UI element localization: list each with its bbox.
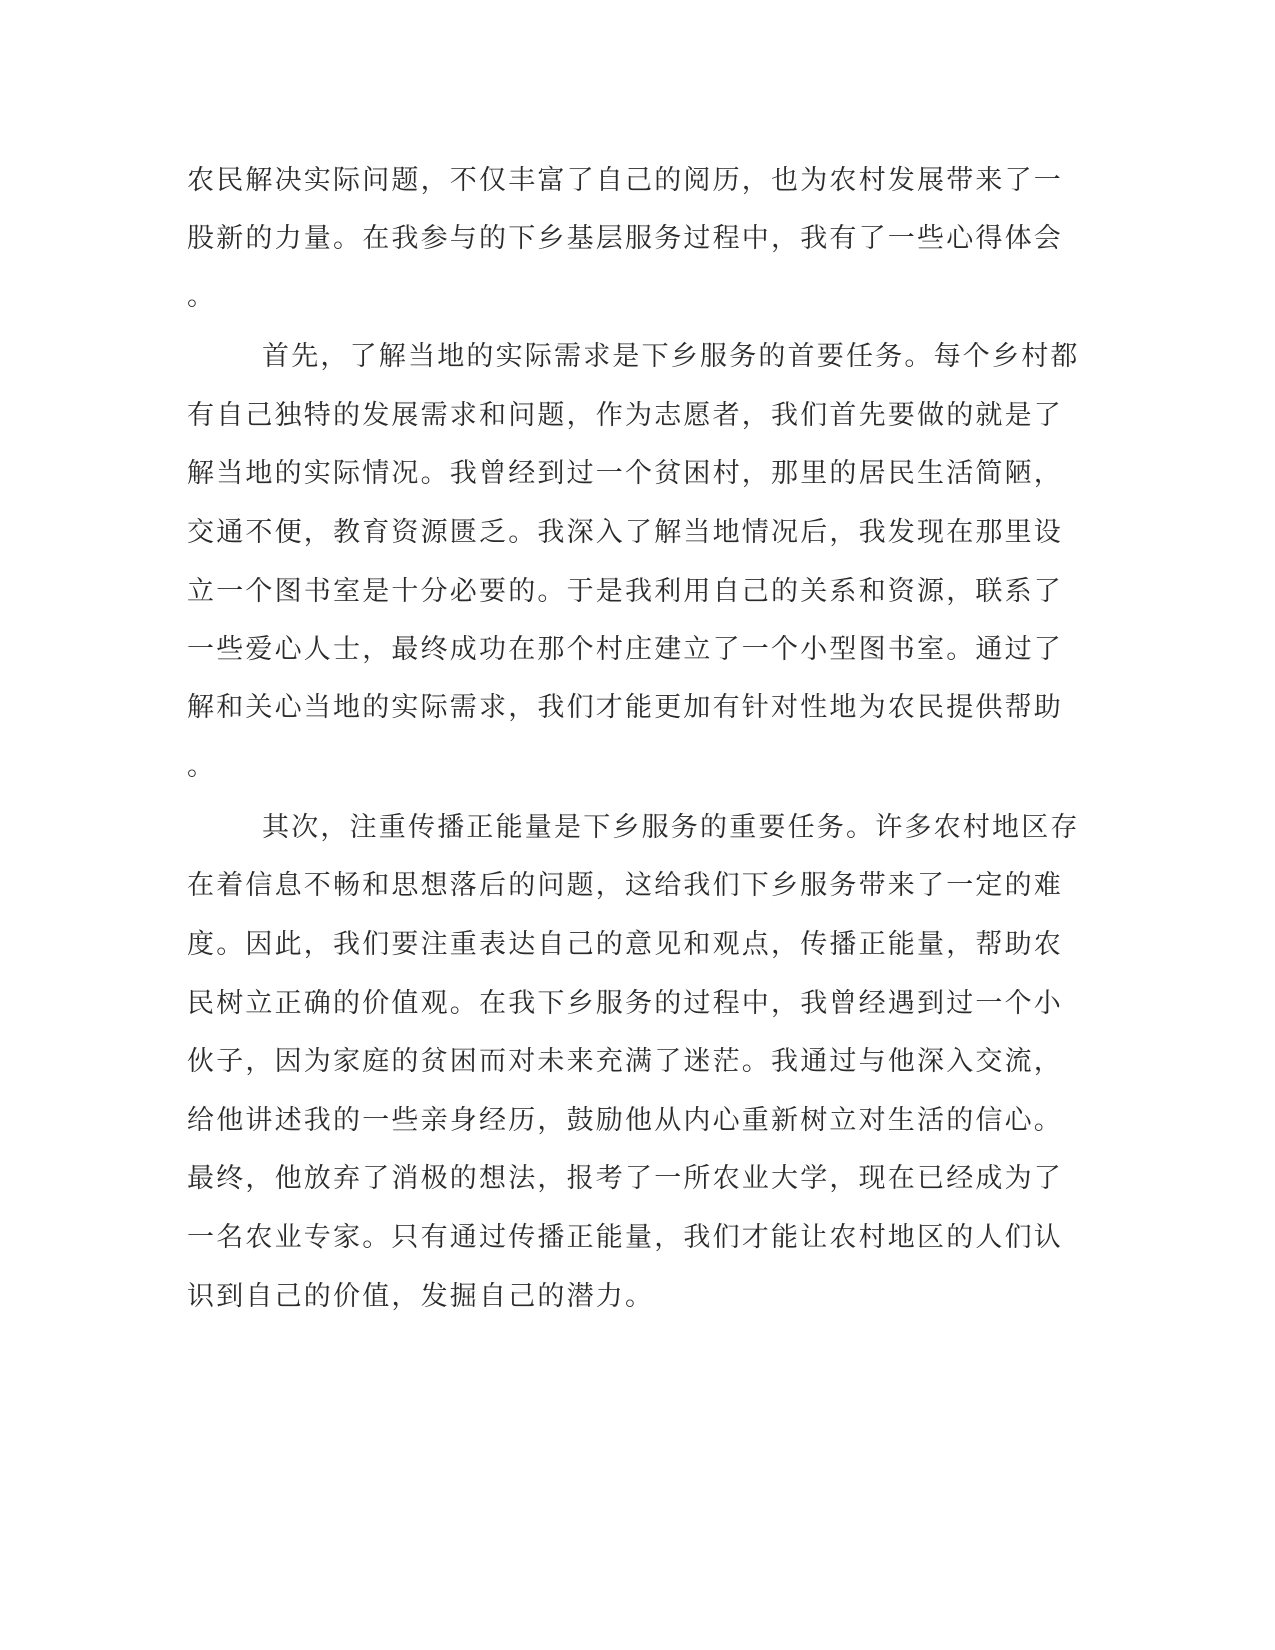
paragraph-line: 股新的力量。在我参与的下乡基层服务过程中，我有了一些心得体会 — [187, 223, 1063, 254]
paragraph-line: 立一个图书室是十分必要的。于是我利用自己的关系和资源，联系了 — [187, 576, 1063, 607]
paragraph-line: 。 — [187, 751, 217, 782]
paragraph-line: 一些爱心人士，最终成功在那个村庄建立了一个小型图书室。通过了 — [187, 634, 1063, 665]
paragraph-line: 农民解决实际问题，不仅丰富了自己的阅历，也为农村发展带来了一 — [187, 165, 1063, 196]
paragraph-line: 首先，了解当地的实际需求是下乡服务的首要任务。每个乡村都 — [262, 341, 1080, 372]
paragraph-line: 伙子，因为家庭的贫困而对未来充满了迷茫。我通过与他深入交流， — [187, 1046, 1063, 1077]
paragraph-line: 一名农业专家。只有通过传播正能量，我们才能让农村地区的人们认 — [187, 1222, 1063, 1253]
paragraph-line: 。 — [187, 281, 217, 312]
paragraph-line: 在着信息不畅和思想落后的问题，这给我们下乡服务带来了一定的难 — [187, 870, 1063, 901]
paragraph-line: 识到自己的价值，发掘自己的潜力。 — [187, 1281, 655, 1312]
paragraph-line: 交通不便，教育资源匮乏。我深入了解当地情况后，我发现在那里设 — [187, 517, 1063, 548]
paragraph-line: 最终，他放弃了消极的想法，报考了一所农业大学，现在已经成为了 — [187, 1163, 1063, 1194]
paragraph-line: 民树立正确的价值观。在我下乡服务的过程中，我曾经遇到过一个小 — [187, 988, 1063, 1019]
paragraph-line: 其次，注重传播正能量是下乡服务的重要任务。许多农村地区存 — [262, 812, 1080, 843]
paragraph-line: 度。因此，我们要注重表达自己的意见和观点，传播正能量，帮助农 — [187, 929, 1063, 960]
paragraph-line: 有自己独特的发展需求和问题，作为志愿者，我们首先要做的就是了 — [187, 400, 1063, 431]
paragraph-line: 给他讲述我的一些亲身经历，鼓励他从内心重新树立对生活的信心。 — [187, 1105, 1063, 1136]
paragraph-line: 解和关心当地的实际需求，我们才能更加有针对性地为农民提供帮助 — [187, 692, 1063, 723]
paragraph-line: 解当地的实际情况。我曾经到过一个贫困村，那里的居民生活简陋， — [187, 458, 1063, 489]
